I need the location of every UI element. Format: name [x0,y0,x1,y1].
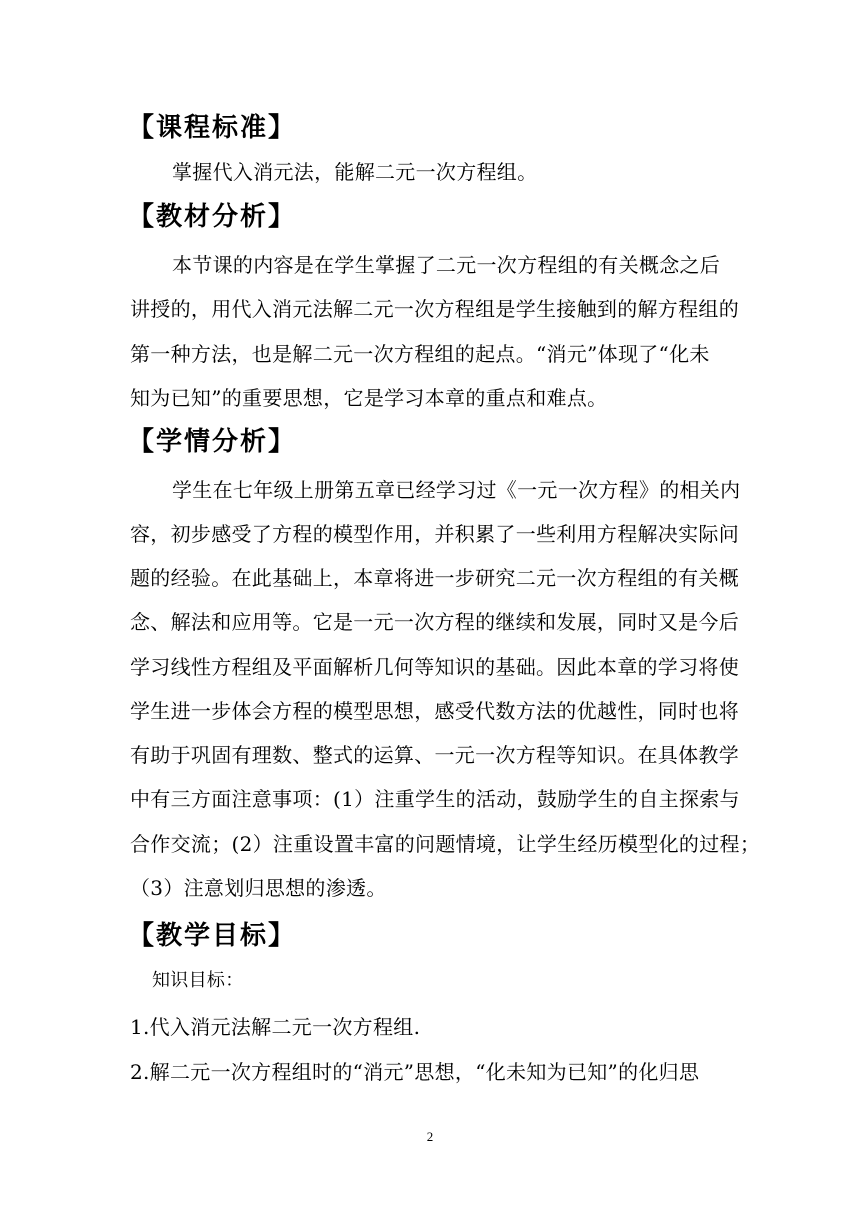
paragraph-line: 本节课的内容是在学生掌握了二元一次方程组的有关概念之后 [172,253,721,277]
paragraph-line: 念、解法和应用等。它是一元一次方程的继续和发展，同时又是今后 [130,610,739,634]
section-heading-goals: 【教学目标】 [128,921,297,951]
list-item: 2.解二元一次方程组时的“消元”思想，“化未知为已知”的化归思 [130,1060,700,1084]
paragraph-line: 容，初步感受了方程的模型作用，并积累了一些利用方程解决实际问 [130,522,739,546]
list-item: 1.代入消元法解二元一次方程组. [130,1015,421,1039]
section-heading-textbook: 【教材分析】 [128,202,297,232]
paragraph-line: （3）注意划归思想的渗透。 [130,876,387,900]
paragraph-line: 合作交流；(2）注重设置丰富的问题情境，让学生经历模型化的过程； [130,832,761,856]
paragraph-line: 学生在七年级上册第五章已经学习过《一元一次方程》的相关内 [172,478,741,502]
paragraph-line: 中有三方面注意事项：(1）注重学生的活动，鼓励学生的自主探索与 [130,787,740,811]
section-heading-learner: 【学情分析】 [128,427,297,457]
paragraph-line: 知为已知”的重要思想，它是学习本章的重点和难点。 [130,386,608,410]
paragraph-line: 题的经验。在此基础上，本章将进一步研究二元一次方程组的有关概 [130,566,739,590]
paragraph-line: 讲授的，用代入消元法解二元一次方程组是学生接触到的解方程组的 [130,297,739,321]
paragraph-line: 有助于巩固有理数、整式的运算、一元一次方程等知识。在具体教学 [130,743,739,767]
page-number: 2 [426,1129,434,1144]
paragraph-line: 学生进一步体会方程的模型思想，感受代数方法的优越性，同时也将 [130,699,739,723]
subheading-knowledge-goals: 知识目标： [152,970,244,991]
section-heading-curriculum: 【课程标准】 [128,113,297,143]
paragraph-line: 学习线性方程组及平面解析几何等知识的基础。因此本章的学习将使 [130,655,739,679]
paragraph-line: 第一种方法，也是解二元一次方程组的起点。“消元”体现了“化未 [130,342,710,366]
paragraph-line: 掌握代入消元法，能解二元一次方程组。 [172,160,538,184]
